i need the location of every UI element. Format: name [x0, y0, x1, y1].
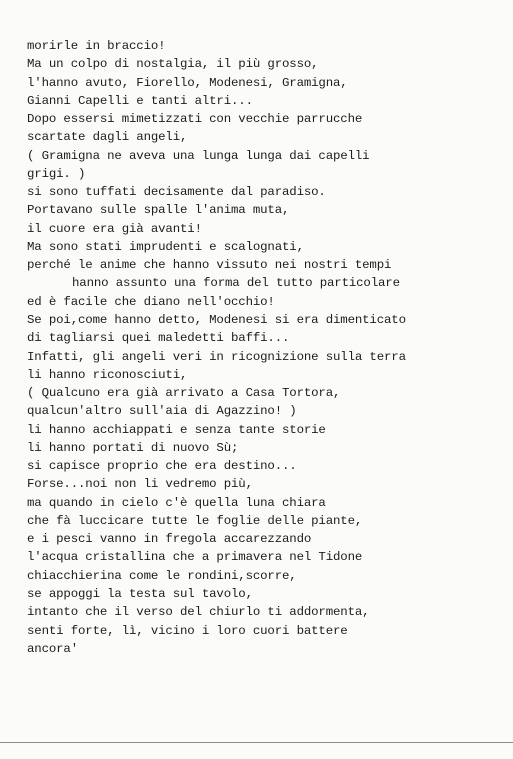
text-line: Dopo essersi mimetizzati con vecchie parrucche	[27, 112, 363, 127]
text-line: grigi. )	[27, 166, 86, 181]
text-line: ( Qualcuno era già arrivato a Casa Tortora,	[27, 386, 341, 401]
text-line: chiacchierina come le rondini,scorre,	[27, 568, 297, 583]
bottom-rule	[0, 742, 513, 743]
text-line: si sono tuffati decisamente dal paradiso.	[27, 185, 326, 200]
text-line: li hanno riconosciuti,	[27, 367, 188, 382]
text-line: Infatti, gli angeli veri in ricognizione sulla terra	[27, 349, 406, 364]
text-line: qualcun'altro sull'aia di Agazzino! )	[27, 404, 297, 419]
text-line: morirle in braccio!	[27, 39, 166, 53]
text-line: li hanno acchiappati e senza tante storie	[27, 422, 326, 437]
text-line: ancora'	[27, 641, 78, 656]
text-line: ( Gramigna ne aveva una lunga lunga dai capelli	[27, 148, 370, 163]
text-line: senti forte, lì, vicino i loro cuori battere	[27, 623, 348, 638]
text-line: ed è facile che diano nell'occhio!	[27, 294, 275, 309]
text-line: Se poi,come hanno detto, Modenesi si era dimenticato	[27, 312, 406, 327]
poem-text	[27, 37, 509, 658]
text-line: l'acqua cristallina che a primavera nel Tidone	[27, 550, 363, 565]
text-line: ma quando in cielo c'è quella luna chiara	[27, 495, 326, 510]
text-line: hanno assunto una forma del tutto particolare	[72, 276, 400, 291]
text-line: il cuore era già avanti!	[27, 221, 202, 236]
text-line: se appoggi la testa sul tavolo,	[27, 586, 253, 601]
text-line: e i pesci vanno in fregola accarezzando	[27, 532, 312, 547]
text-line: Ma un colpo di nostalgia, il più grosso,	[27, 57, 319, 72]
text-line: Ma sono stati imprudenti e scalognati,	[27, 239, 304, 254]
text-line: di tagliarsi quei maledetti baffi...	[27, 331, 290, 346]
text-line: che fà luccicare tutte le foglie delle piante,	[27, 513, 363, 528]
text-line: perché le anime che hanno vissuto nei nostri tempi	[27, 258, 392, 273]
text-line: Portavano sulle spalle l'anima muta,	[27, 203, 290, 218]
text-line: li hanno portati di nuovo Sù;	[27, 440, 239, 455]
text-line: Forse...noi non li vedremo più,	[27, 477, 253, 492]
text-line: intanto che il verso del chiurlo ti addormenta,	[27, 605, 370, 620]
text-line: l'hanno avuto, Fiorello, Modenesi, Gramigna,	[27, 75, 348, 90]
text-line: Gianni Capelli e tanti altri...	[27, 93, 253, 108]
text-line: scartate dagli angeli,	[27, 130, 188, 145]
text-line: si capisce proprio che era destino...	[27, 459, 297, 474]
